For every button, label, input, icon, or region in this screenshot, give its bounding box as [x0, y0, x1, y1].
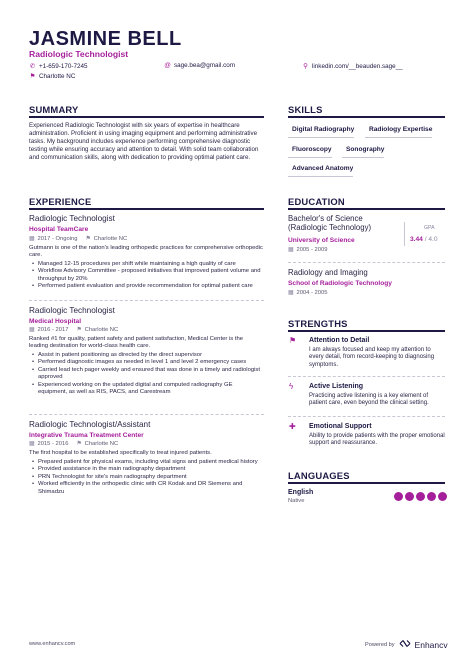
job-location: Charlotte NC: [93, 236, 128, 242]
proficiency-dot: [416, 492, 425, 501]
job-bullet: • Performed diagnostic images as needed in level 1 and level 2 emergency cases: [31, 359, 263, 366]
job-bullet: • Carried lead tech pager weekly and ensured that was done in a timely and radiologist approved: [31, 367, 263, 382]
summary-divider: [29, 116, 264, 118]
at-icon: @: [164, 62, 171, 69]
job-dates: 2016 - 2017: [37, 327, 69, 333]
skill-tag: Advanced Anatomy: [288, 165, 353, 177]
link-icon: ⚲: [303, 63, 308, 70]
job-bullet: • Worked efficiently in the orthopedic clinic with CR Kodak and DR Siemens and Shimadzu: [31, 481, 263, 496]
calendar-icon: ▦: [29, 441, 35, 447]
education-separator: [288, 262, 445, 263]
job-meta: [29, 236, 127, 242]
job-company: Integrative Trauma Treatment Center: [29, 432, 144, 439]
skills-divider: [288, 116, 445, 118]
contact-location: [29, 72, 75, 80]
proficiency-dot: [438, 492, 447, 501]
enhancv-logo-icon: [398, 639, 412, 650]
job-bullets: [31, 459, 263, 496]
strength-separator: [288, 376, 445, 377]
strength-description: I am always focused and keep my attention to every detail, from record-keeping to diagnosing symptoms.: [309, 347, 435, 368]
job-meta: [29, 327, 118, 333]
location-text: Charlotte NC: [39, 72, 76, 80]
skill-tag: Fluoroscopy: [288, 146, 332, 158]
job-separator: [29, 414, 264, 415]
skills-heading: SKILLS: [288, 104, 323, 115]
language-level: Native: [288, 498, 305, 504]
calendar-icon: ▦: [288, 247, 294, 253]
job-description: The first hospital to be established specifically to treat injured patients.: [29, 450, 212, 456]
job-location: Charlotte NC: [84, 327, 119, 333]
skill-tag: Digital Radiography: [288, 126, 354, 138]
calendar-icon: ▦: [29, 327, 35, 333]
calendar-icon: ▦: [288, 290, 294, 296]
proficiency-dot: [405, 492, 414, 501]
education-degree: Bachelor's of Science (Radiologic Technology): [288, 214, 372, 233]
education-school: School of Radiologic Technology: [288, 280, 392, 287]
skill-tag: Sonography: [342, 146, 384, 158]
language-name: English: [288, 489, 314, 496]
location-pin-icon: ⚑: [29, 73, 36, 80]
job-separator: [29, 300, 264, 301]
education-heading: EDUCATION: [288, 196, 345, 207]
job-bullet: • Workflow Advisory Committee - proposed initiatives that improved patient volume and throughput by 20%: [31, 268, 263, 283]
education-dates: 2005 - 2009: [296, 247, 328, 253]
job-company: Hospital TeamCare: [29, 226, 89, 233]
languages-heading: LANGUAGES: [288, 470, 350, 481]
phone-icon: ✆: [29, 63, 36, 70]
education-dates: 2004 - 2005: [296, 290, 328, 296]
education-meta: [288, 247, 327, 253]
location-pin-icon: ⚑: [76, 327, 82, 333]
email-text: sage.bea@gmail.com: [174, 62, 235, 69]
job-company: Medical Hospital: [29, 318, 82, 325]
job-title: Radiologic Technologist: [29, 214, 115, 223]
languages-divider: [288, 482, 445, 484]
summary-text: Experienced Radiologic Technologist with six years of expertise in healthcare administration. Proficient in using imaging equipment and performing administrative tasks. My background includes experience performing comprehensive diagnostic testing while ensuring accuracy and attention to detail. With solid team collaboration and communication skills, along with dedication to providing optimal patient care.: [29, 122, 259, 161]
contact-phone[interactable]: [29, 62, 88, 70]
job-bullet: • Assist in patient positioning as directed by the direct supervisor: [31, 352, 263, 359]
skill-tag: Radiology Expertise: [365, 126, 432, 138]
job-bullet: • Experienced working on the updated digital and computed radiography GE equipment, as well as RIS, PACS, and Carestream: [31, 382, 263, 397]
footer-website[interactable]: www.enhancv.com: [29, 641, 76, 647]
gpa-label: GPA: [424, 225, 435, 231]
experience-heading: EXPERIENCE: [29, 196, 92, 207]
job-description: Ranked #1 for quality, patient safety and patient satisfaction, Medical Center is the leading destination for world-class health care.: [29, 336, 244, 350]
proficiency-dot: [394, 492, 403, 501]
education-meta: [288, 290, 327, 296]
strength-description: Ability to provide patients with the proper emotional support and reassurance.: [309, 433, 445, 447]
location-pin-icon: ⚑: [76, 441, 82, 447]
linkedin-text: linkedin.com/__beauden.sage__: [312, 62, 403, 70]
experience-divider: [29, 208, 264, 210]
strength-title: Attention to Detail: [309, 337, 370, 344]
job-dates: 2015 - 2016: [37, 441, 69, 447]
strength-description: Practicing active listening is a key element of patient care, even beyond the clinical setting.: [309, 393, 429, 407]
contact-linkedin[interactable]: [302, 62, 403, 70]
strengths-divider: [288, 330, 445, 332]
job-title: Radiologic Technologist: [29, 306, 115, 315]
contact-email[interactable]: [164, 62, 235, 69]
brand-name: Enhancv: [414, 639, 448, 650]
strength-separator: [288, 416, 445, 417]
strength-title: Active Listening: [309, 383, 364, 390]
job-bullet: • Provided assistance in the main radiography department: [31, 466, 263, 473]
job-bullets: [31, 261, 263, 291]
job-bullet: • Prepared patient for physical exams, including vital signs and patient medical history: [31, 459, 263, 466]
gpa-value: 3.44 / 4.0: [410, 236, 438, 243]
candidate-name: JASMINE BELL: [29, 28, 182, 50]
job-title: Radiologic Technologist/Assistant: [29, 420, 151, 429]
proficiency-dot: [427, 492, 436, 501]
job-location: Charlotte NC: [84, 441, 119, 447]
flag-icon: ⚑: [289, 336, 297, 345]
job-bullet: • Performed patient evaluation and provide recommendation for optimal patient care: [31, 283, 263, 290]
job-bullet: • PRN Technologist for site's main radiography department: [31, 474, 263, 481]
strength-title: Emotional Support: [309, 423, 372, 430]
calendar-icon: ▦: [29, 236, 35, 242]
phone-text: +1-659-170-7245: [39, 62, 88, 70]
footer-powered-by[interactable]: [365, 639, 448, 650]
job-description: Gutmann is one of the nation's leading orthopedic practices for comprehensive orthopedic care.: [29, 245, 263, 259]
job-bullet: • Managed 12-15 procedures per shift while maintaining a high quality of care: [31, 261, 263, 268]
powered-by-text: Powered by: [365, 641, 395, 648]
education-degree: Radiology and Imaging: [288, 268, 368, 277]
gpa-divider: [404, 222, 405, 246]
summary-heading: SUMMARY: [29, 104, 79, 115]
job-dates: 2017 - Ongoing: [37, 236, 78, 242]
education-divider: [288, 208, 445, 210]
lightning-icon: ϟ: [289, 382, 294, 391]
candidate-title: Radiologic Technologist: [29, 49, 129, 59]
education-school: University of Science: [288, 237, 355, 244]
medical-bag-icon: ✚: [289, 422, 296, 431]
strengths-heading: STRENGTHS: [288, 318, 348, 329]
job-bullets: [31, 352, 263, 396]
job-meta: [29, 441, 118, 447]
location-pin-icon: ⚑: [85, 236, 91, 242]
